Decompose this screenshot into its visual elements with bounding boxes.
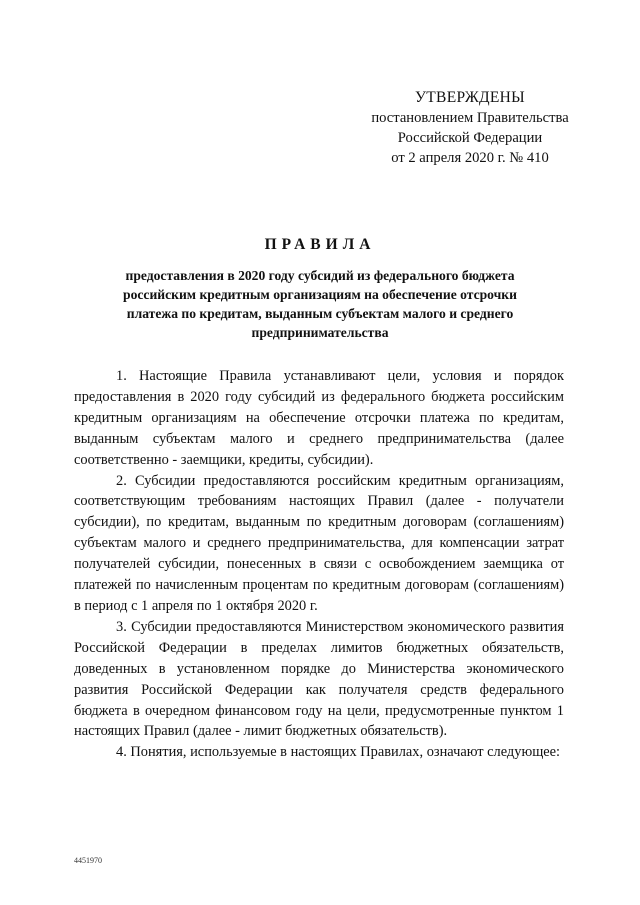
document-title: ПРАВИЛА xyxy=(264,236,376,253)
approval-line-3: от 2 апреля 2020 г. № 410 xyxy=(391,150,549,166)
paragraph-3: 3. Субсидии предоставляются Министерством экономического развития Российской Федерации в пределах лимитов бюджетных обязательств, доведенных в установленном порядке до Министерства экономического развития Российской Федерации как получателя средств федерального бюджета в очередном финансовом году на цели, предусмотренные пунктом 1 настоящих Правил (далее - лимит бюджетных обязательств). xyxy=(74,618,564,740)
paragraph-1: 1. Настоящие Правила устанавливают цели, условия и порядок предоставления в 2020 году субсидий из федерального бюджета российским кредитным организациям на обеспечение отсрочки платежа по кредитам, выданным субъектам малого и среднего предпринимательства (далее соответственно - заемщики, кредиты, субсидии). xyxy=(74,368,564,468)
paragraph-4: 4. Понятия, используемые в настоящих Правилах, означают следующее: xyxy=(116,744,561,761)
paragraph-2: 2. Субсидии предоставляются российским кредитным организациям, соответствующим требованиям настоящих Правил (далее - получатели субсидии), по кредитам, выданным по кредитным договорам (соглашениям) субъектам малого и среднего предпринимательства, для компенсации затрат получателей субсидии, понесенных в связи с освобождением заемщика от платежей по начисленным процентам по кредитным договорам (соглашениям) в период с 1 апреля по 1 октября 2020 г. xyxy=(74,472,564,614)
document-body xyxy=(74,366,564,763)
approval-heading: УТВЕРЖДЕНЫ xyxy=(415,89,525,106)
approval-line-2: Российской Федерации xyxy=(397,130,543,146)
document-subtitle: предоставления в 2020 году субсидий из федерального бюджета российским кредитным организациям на обеспечение отсрочки платежа по кредитам, выданным субъектам малого и среднего предпринимательства xyxy=(123,268,517,340)
footer-document-code: 4451970 xyxy=(74,856,102,865)
approval-block xyxy=(320,88,620,168)
approval-line-1: постановлением Правительства xyxy=(371,110,569,126)
